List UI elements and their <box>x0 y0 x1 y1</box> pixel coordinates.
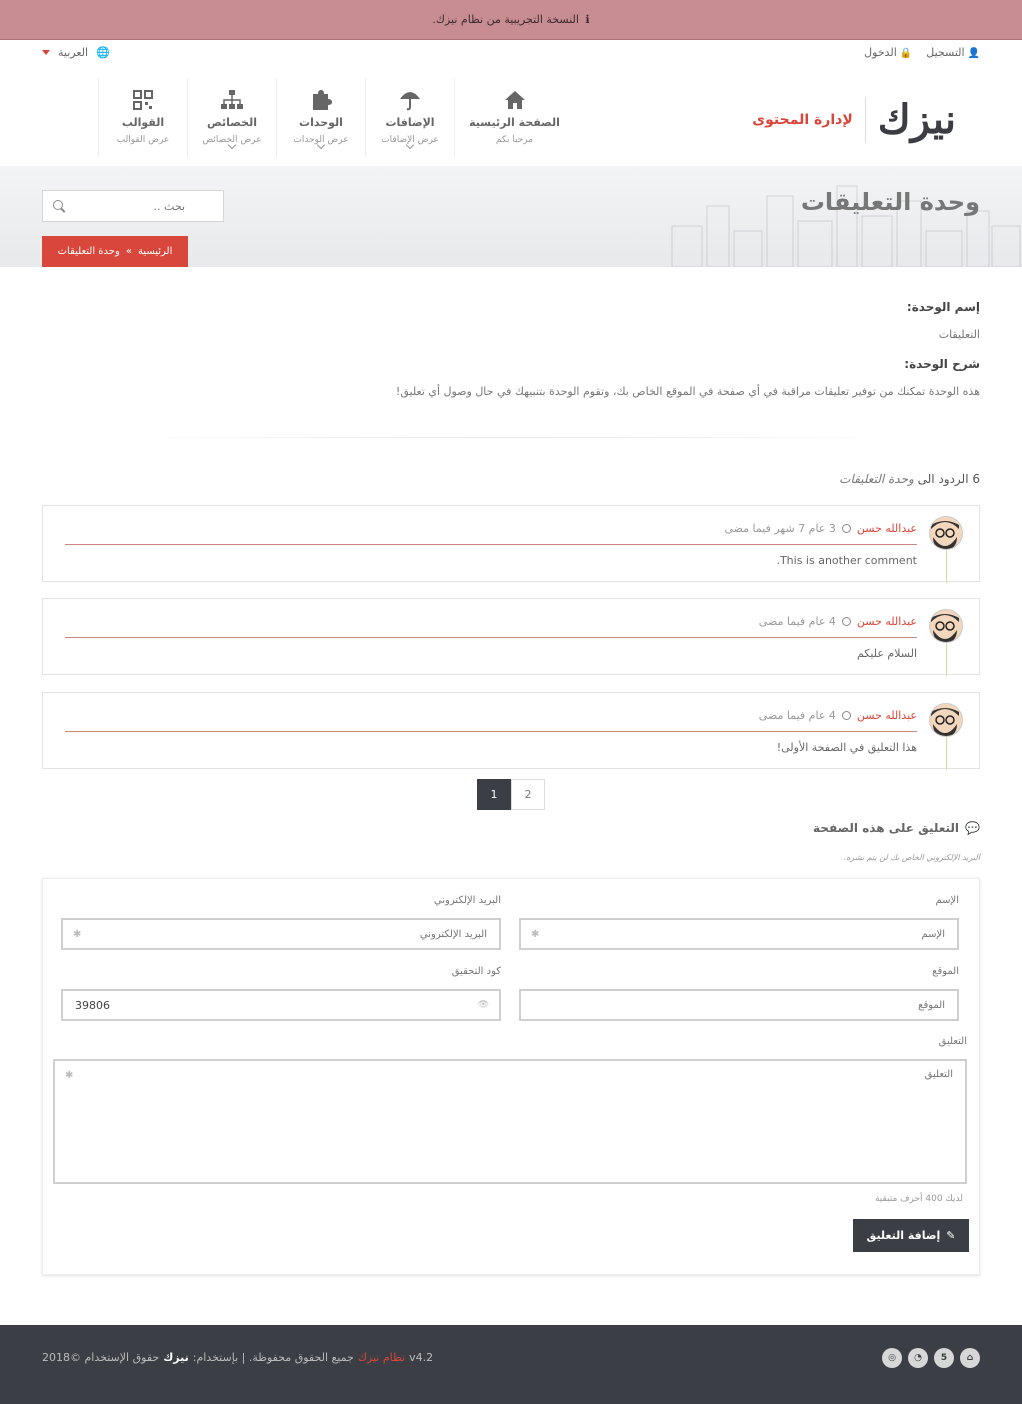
nav-title: الوحدات <box>299 116 343 129</box>
home-icon <box>455 88 574 112</box>
site-logo[interactable] <box>752 96 956 143</box>
user-icon: 👤 <box>967 48 980 59</box>
umbrella-icon <box>366 88 454 112</box>
comment-item <box>42 598 980 675</box>
info-icon: ℹ <box>585 13 590 26</box>
nav-subtitle: عرض الخصائص <box>202 135 262 145</box>
breadcrumb-separator: » <box>125 246 132 257</box>
add-comment-label: إضافة التعليق <box>866 1229 941 1242</box>
clock-icon <box>842 711 851 720</box>
clock-icon <box>842 617 851 626</box>
rss-icon[interactable]: ◔ <box>908 1348 928 1368</box>
trial-notice-bar <box>0 0 1022 40</box>
page-title: وحدة التعليقات <box>800 188 980 216</box>
comment-meta <box>759 615 917 628</box>
trial-notice-text: النسخة التجريبية من نظام نيزك. <box>432 13 579 26</box>
logo-divider <box>865 97 866 143</box>
avatar <box>929 609 963 643</box>
comment-divider <box>65 544 917 545</box>
nav-item-plugins[interactable] <box>365 78 454 156</box>
comment-form-title <box>813 821 980 835</box>
site-footer <box>0 1325 1022 1404</box>
nav-title: الخصائص <box>207 116 257 129</box>
comment-author[interactable]: عبدالله حسن <box>856 709 917 722</box>
nav-title: الصفحة الرئيسية <box>469 116 560 129</box>
remaining-characters: لديك 400 أحرف متبقية <box>874 1194 963 1204</box>
breadcrumb <box>42 236 188 267</box>
search-icon[interactable] <box>53 200 63 210</box>
search-box <box>42 190 224 222</box>
eye-icon: 👁 <box>477 1000 489 1010</box>
required-icon: ✱ <box>531 929 540 940</box>
footer-icons <box>882 1348 980 1368</box>
module-desc-value: هذه الوحدة تمكنك من توفير تعليقات مراقبة في أي صفحة في الموقع الخاص بك، وتقوم الوحدة بتنبيهك في حال وصول أي تعليق! <box>395 385 980 398</box>
comment-field <box>53 1059 967 1184</box>
responses-prefix: 6 الردود الى <box>917 472 980 486</box>
email-privacy-note: البريد الإلكتروني الخاص بك لن يتم نشره. <box>843 853 980 862</box>
logo-subtitle: لإدارة المحتوى <box>752 111 853 128</box>
footer-system-link[interactable]: نظام نيزك <box>357 1351 406 1364</box>
avatar <box>929 703 963 737</box>
nav-subtitle: عرض الوحدات <box>293 135 349 145</box>
email-input[interactable] <box>63 920 499 948</box>
comment-item <box>42 505 980 582</box>
page-2-button[interactable]: 2 <box>511 779 545 810</box>
module-name-value: التعليقات <box>938 328 980 341</box>
module-info <box>42 300 980 414</box>
login-label: الدخول <box>864 46 897 59</box>
nav-item-features[interactable] <box>187 78 276 156</box>
breadcrumb-current: وحدة التعليقات <box>57 246 120 257</box>
module-name-label: إسم الوحدة: <box>906 300 980 314</box>
thread-line <box>946 737 947 770</box>
user-bar <box>42 46 980 66</box>
comment-form <box>42 878 980 1275</box>
footer-version: v4.2 <box>409 1351 434 1364</box>
page-1-button[interactable]: 1 <box>477 779 511 810</box>
email-label: البريد الإلكتروني <box>433 895 501 906</box>
puzzle-icon <box>277 88 365 112</box>
avatar <box>929 516 963 550</box>
captcha-label: كود التحقيق <box>451 966 501 977</box>
responses-target: وحدة التعليقات <box>839 472 914 486</box>
required-icon: ✱ <box>73 929 82 940</box>
nav-item-templates[interactable] <box>98 78 187 156</box>
module-desc-label: شرح الوحدة: <box>904 357 980 371</box>
comment-author[interactable]: عبدالله حسن <box>856 522 917 535</box>
copyright <box>42 1351 433 1364</box>
copyright-prefix: حقوق الإستخدام ©2018 <box>42 1351 160 1364</box>
nav-item-home[interactable] <box>454 78 574 156</box>
nav-title: الإضافات <box>385 116 435 129</box>
comment-form-title-text: التعليق على هذه الصفحة <box>813 821 960 835</box>
logo-brand: نيزك <box>877 96 956 143</box>
register-label: التسجيل <box>926 46 965 59</box>
lock-icon: 🔒 <box>899 48 913 59</box>
nav-subtitle: مرحبا بكم <box>495 135 534 145</box>
nav-item-modules[interactable] <box>276 78 365 156</box>
dashboard-icon[interactable]: ◎ <box>882 1348 902 1368</box>
comment-body: السلام عليكم <box>856 647 917 660</box>
site-field <box>519 989 959 1021</box>
comment-label: التعليق <box>938 1036 967 1047</box>
copyright-middle: جميع الحقوق محفوظة. | بإستخدام: <box>192 1351 354 1364</box>
captcha-field <box>61 989 501 1021</box>
clock-icon <box>842 524 851 533</box>
site-header <box>0 78 1022 166</box>
html5-icon[interactable]: 5 <box>934 1348 954 1368</box>
add-comment-button[interactable] <box>853 1219 969 1252</box>
language-label: العربية <box>58 46 89 59</box>
comments-icon: 💬 <box>965 821 980 835</box>
comment-divider <box>65 731 917 732</box>
comment-time: 4 عام فيما مضى <box>758 615 836 628</box>
nav-title: القوالب <box>121 116 165 129</box>
comment-author[interactable]: عبدالله حسن <box>856 615 917 628</box>
pencil-icon: ✎ <box>946 1229 956 1242</box>
chevron-down-icon <box>42 50 50 55</box>
divider <box>110 437 910 438</box>
email-field <box>61 918 501 950</box>
register-link[interactable] <box>926 46 980 59</box>
site-label: الموقع <box>932 966 959 977</box>
search-input[interactable] <box>45 191 195 221</box>
comment-item <box>42 692 980 769</box>
nav-subtitle: عرض القوالب <box>116 135 170 145</box>
name-input[interactable] <box>521 920 957 948</box>
responses-count <box>839 472 980 486</box>
sitemap-icon <box>188 88 276 112</box>
comment-time: 3 عام 7 شهر فيما مضى <box>724 522 836 535</box>
comment-body: This is another comment. <box>776 554 917 567</box>
site-input[interactable] <box>521 991 957 1019</box>
comment-body: هذا التعليق في الصفحة الأولى! <box>776 741 917 754</box>
name-field <box>519 918 959 950</box>
thread-line <box>946 550 947 583</box>
page-banner <box>0 166 1022 267</box>
nav-subtitle: عرض الإضافات <box>381 135 439 145</box>
captcha-input[interactable] <box>63 991 499 1019</box>
comment-divider <box>65 637 917 638</box>
thread-line <box>946 643 947 676</box>
breadcrumb-home[interactable]: الرئيسية <box>137 246 173 257</box>
comment-meta <box>759 709 917 722</box>
globe-icon: 🌐 <box>96 46 110 59</box>
main-nav <box>98 78 574 156</box>
comment-meta <box>724 522 917 535</box>
comment-textarea[interactable] <box>55 1061 965 1182</box>
language-dropdown[interactable] <box>42 46 110 59</box>
footer-brand: نيزك <box>163 1351 189 1364</box>
pagination <box>477 779 545 810</box>
required-icon: ✱ <box>65 1070 74 1081</box>
comment-time: 4 عام فيما مضى <box>758 709 836 722</box>
home-icon[interactable]: ⌂ <box>960 1348 980 1368</box>
name-label: الإسم <box>935 895 959 906</box>
login-link[interactable] <box>864 46 912 59</box>
qrcode-icon <box>99 88 187 112</box>
